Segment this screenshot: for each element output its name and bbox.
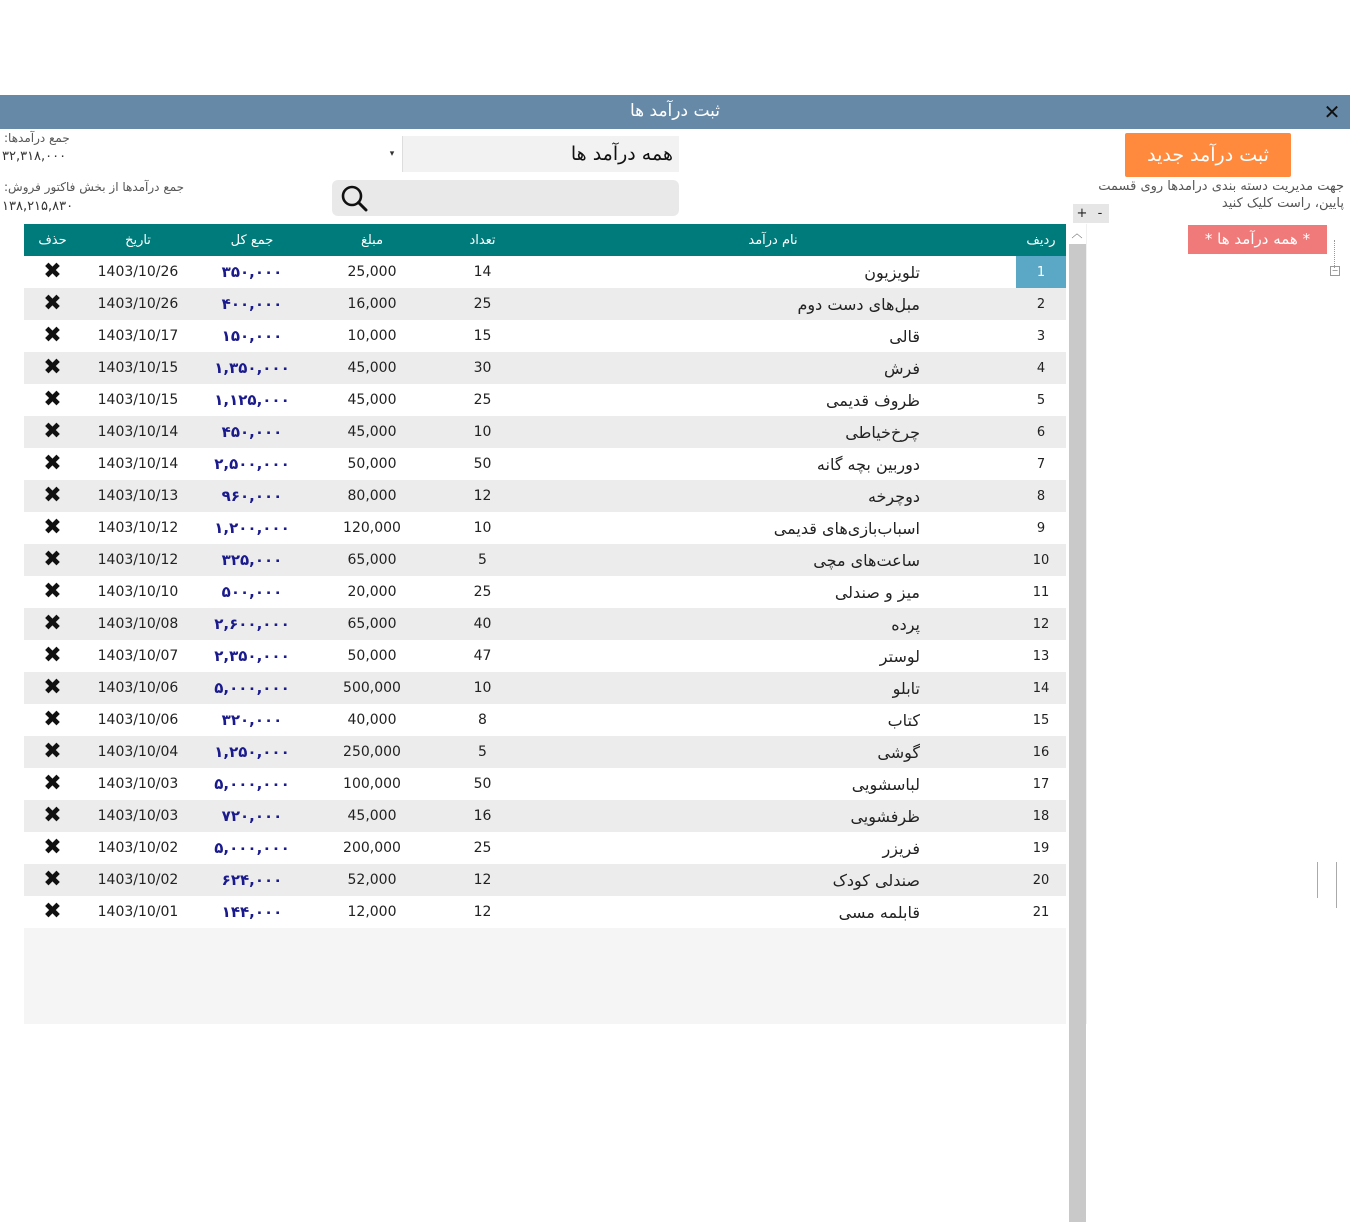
delete-icon[interactable]: ✖ xyxy=(43,835,62,860)
cell-price[interactable]: 500,000 xyxy=(343,680,401,696)
cell-price[interactable]: 65,000 xyxy=(347,616,397,632)
table-row[interactable] xyxy=(24,416,1066,448)
cell-total[interactable]: ۳۲۰,۰۰۰ xyxy=(221,711,283,729)
cell-row[interactable]: 2 xyxy=(1036,296,1046,312)
cell-date[interactable]: 1403/10/01 xyxy=(97,904,179,920)
cell-qty[interactable]: 8 xyxy=(478,712,487,728)
table-row[interactable] xyxy=(24,352,1066,384)
cell-name[interactable]: کتاب xyxy=(887,710,920,730)
cell-date[interactable]: 1403/10/08 xyxy=(97,616,179,632)
table-row[interactable] xyxy=(24,704,1066,736)
cell-name[interactable]: قالی xyxy=(889,326,920,346)
delete-icon[interactable]: ✖ xyxy=(43,899,62,924)
cell-row[interactable]: 5 xyxy=(1036,392,1046,408)
cell-row[interactable]: 1 xyxy=(1016,256,1066,288)
cell-price[interactable]: 40,000 xyxy=(347,712,397,728)
category-hint-text: جهت مدیریت دسته بندی درامدها روی قسمت پایین، راست کلیک کنید xyxy=(1098,179,1344,211)
col-header-name[interactable]: نام درآمد xyxy=(748,232,798,248)
cell-name[interactable]: اسباب‌بازی‌های قدیمی xyxy=(773,518,920,538)
table-row[interactable] xyxy=(24,608,1066,640)
delete-cell xyxy=(24,416,81,448)
cell-price[interactable]: 200,000 xyxy=(343,840,401,856)
cell-price[interactable]: 80,000 xyxy=(347,488,397,504)
cell-date[interactable]: 1403/10/06 xyxy=(97,680,179,696)
cell-date[interactable]: 1403/10/02 xyxy=(97,840,179,856)
cell-row[interactable]: 9 xyxy=(1036,520,1046,536)
close-icon[interactable]: ✕ xyxy=(1323,100,1341,124)
cell-name[interactable]: چرخ‌خیاطی xyxy=(845,422,920,442)
cell-total[interactable]: ۱,۲۵۰,۰۰۰ xyxy=(214,743,290,761)
cell-row[interactable]: 16 xyxy=(1032,744,1050,760)
delete-icon[interactable]: ✖ xyxy=(43,259,62,284)
total-income-label: جمع درآمدها: xyxy=(4,131,70,145)
category-filter-select[interactable] xyxy=(382,136,679,172)
delete-cell xyxy=(24,736,81,768)
delete-icon[interactable]: ✖ xyxy=(43,547,62,572)
cell-qty[interactable]: 10 xyxy=(473,520,492,536)
income-table xyxy=(24,224,1066,928)
grid-vertical-scrollbar[interactable] xyxy=(1068,224,1086,1024)
table-row[interactable] xyxy=(24,544,1066,576)
cell-date[interactable]: 1403/10/12 xyxy=(97,552,179,568)
cell-date[interactable]: 1403/10/07 xyxy=(97,648,179,664)
delete-icon[interactable]: ✖ xyxy=(43,387,62,412)
table-row[interactable] xyxy=(24,480,1066,512)
delete-icon[interactable]: ✖ xyxy=(43,323,62,348)
cell-qty[interactable]: 50 xyxy=(473,776,492,792)
cell-total[interactable]: ۱۵۰,۰۰۰ xyxy=(221,327,283,345)
delete-icon[interactable]: ✖ xyxy=(43,451,62,476)
delete-cell xyxy=(24,256,81,288)
divider-line xyxy=(1317,862,1319,898)
cell-row[interactable]: 3 xyxy=(1036,328,1046,344)
cell-date[interactable]: 1403/10/04 xyxy=(97,744,179,760)
cell-qty[interactable]: 50 xyxy=(473,456,492,472)
cell-price[interactable]: 45,000 xyxy=(347,360,397,376)
cell-price[interactable]: 16,000 xyxy=(347,296,397,312)
cell-total[interactable]: ۵,۰۰۰,۰۰۰ xyxy=(214,775,290,793)
cell-row[interactable]: 7 xyxy=(1036,456,1046,472)
delete-icon[interactable]: ✖ xyxy=(43,579,62,604)
cell-price[interactable]: 250,000 xyxy=(343,744,401,760)
cell-row[interactable]: 4 xyxy=(1036,360,1046,376)
cell-name[interactable]: ظرفشویی xyxy=(850,806,920,826)
table-row[interactable] xyxy=(24,672,1066,704)
cell-qty[interactable]: 47 xyxy=(473,648,492,664)
cell-date[interactable]: 1403/10/14 xyxy=(97,456,179,472)
cell-name[interactable]: لباسشویی xyxy=(851,774,920,794)
delete-icon[interactable]: ✖ xyxy=(43,419,62,444)
cell-total[interactable]: ۲,۵۰۰,۰۰۰ xyxy=(214,455,290,473)
cell-name[interactable]: ظروف قدیمی xyxy=(825,390,920,410)
cell-name[interactable]: گوشی xyxy=(877,742,920,762)
cell-date[interactable]: 1403/10/26 xyxy=(97,296,179,312)
invoice-income-label: جمع درآمدها از بخش فاکتور فروش: xyxy=(4,180,185,194)
delete-icon[interactable]: ✖ xyxy=(43,643,62,668)
window-title: ثبت درآمد ها xyxy=(629,101,721,121)
cell-row[interactable]: 6 xyxy=(1036,424,1046,440)
table-row[interactable] xyxy=(24,864,1066,896)
delete-cell xyxy=(24,544,81,576)
delete-icon[interactable]: ✖ xyxy=(43,483,62,508)
cell-total[interactable]: ۵,۰۰۰,۰۰۰ xyxy=(214,679,290,697)
cell-total[interactable]: ۱,۳۵۰,۰۰۰ xyxy=(214,359,290,377)
table-row[interactable] xyxy=(24,640,1066,672)
cell-price[interactable]: 65,000 xyxy=(347,552,397,568)
cell-price[interactable]: 52,000 xyxy=(347,872,397,888)
cell-qty[interactable]: 30 xyxy=(473,360,492,376)
panel-divider xyxy=(1086,224,1087,1024)
col-header-row[interactable]: ردیف xyxy=(1026,232,1056,248)
delete-icon[interactable]: ✖ xyxy=(43,515,62,540)
cell-name[interactable]: فریزر xyxy=(882,838,920,858)
cell-date[interactable]: 1403/10/03 xyxy=(97,808,179,824)
table-row[interactable] xyxy=(24,384,1066,416)
table-row[interactable] xyxy=(24,768,1066,800)
cell-total[interactable]: ۵,۰۰۰,۰۰۰ xyxy=(214,839,290,857)
delete-icon[interactable]: ✖ xyxy=(43,675,62,700)
delete-cell xyxy=(24,576,81,608)
delete-icon[interactable]: ✖ xyxy=(43,707,62,732)
scrollbar-thumb[interactable] xyxy=(1069,244,1086,1222)
delete-icon[interactable]: ✖ xyxy=(43,611,62,636)
tree-connector-line xyxy=(1334,240,1336,268)
cell-name[interactable]: پرده xyxy=(891,614,920,634)
delete-icon[interactable]: ✖ xyxy=(43,739,62,764)
cell-qty[interactable]: 15 xyxy=(473,328,492,344)
cell-row[interactable]: 12 xyxy=(1032,616,1050,632)
cell-price[interactable]: 45,000 xyxy=(347,424,397,440)
cell-date[interactable]: 1403/10/12 xyxy=(97,520,179,536)
table-row[interactable] xyxy=(24,320,1066,352)
tree-root-all-incomes[interactable]: * همه درآمد ها * xyxy=(1188,225,1327,254)
cell-date[interactable]: 1403/10/17 xyxy=(97,328,179,344)
delete-cell xyxy=(24,480,81,512)
invoice-income-value: ۱۳۸,۲۱۵,۸۳۰ xyxy=(2,199,74,214)
cell-name[interactable]: لوستر xyxy=(879,646,920,666)
delete-cell xyxy=(24,704,81,736)
search-box[interactable] xyxy=(332,180,679,216)
delete-cell xyxy=(24,320,81,352)
cell-date[interactable]: 1403/10/15 xyxy=(97,392,179,408)
scroll-up-icon[interactable]: ︿ xyxy=(1071,227,1083,240)
tree-collapse-icon[interactable]: − xyxy=(1331,266,1339,275)
delete-cell xyxy=(24,384,81,416)
total-income-value: ۳۲,۳۱۸,۰۰۰ xyxy=(2,149,67,164)
col-header-date[interactable]: تاریخ xyxy=(125,232,151,248)
cell-date[interactable]: 1403/10/02 xyxy=(97,872,179,888)
cell-name[interactable]: تابلو xyxy=(892,678,920,698)
col-header-qty[interactable]: تعداد xyxy=(469,232,496,248)
cell-row[interactable]: 13 xyxy=(1032,648,1050,664)
table-row[interactable] xyxy=(24,448,1066,480)
cell-qty[interactable]: 10 xyxy=(473,680,492,696)
cell-price[interactable]: 10,000 xyxy=(347,328,397,344)
delete-cell xyxy=(24,896,81,928)
cell-row[interactable]: 19 xyxy=(1032,840,1050,856)
cell-qty[interactable]: 12 xyxy=(473,488,492,504)
cell-row[interactable]: 20 xyxy=(1032,872,1050,888)
cell-row[interactable]: 15 xyxy=(1032,712,1050,728)
table-row[interactable] xyxy=(24,256,1066,288)
cell-row[interactable]: 14 xyxy=(1032,680,1050,696)
cell-date[interactable]: 1403/10/14 xyxy=(97,424,179,440)
cell-price[interactable]: 50,000 xyxy=(347,456,397,472)
cell-qty[interactable]: 40 xyxy=(473,616,492,632)
delete-cell xyxy=(24,832,81,864)
tree-expand-collapse xyxy=(1073,204,1109,223)
new-income-button[interactable]: ثبت درآمد جدید xyxy=(1125,133,1291,177)
cell-total[interactable]: ۱,۱۲۵,۰۰۰ xyxy=(214,391,290,409)
cell-name[interactable]: مبل‌های دست دوم xyxy=(797,294,920,314)
delete-icon[interactable]: ✖ xyxy=(43,771,62,796)
income-grid xyxy=(24,224,1066,1024)
delete-cell xyxy=(24,608,81,640)
delete-cell xyxy=(24,512,81,544)
delete-icon[interactable]: ✖ xyxy=(43,291,62,316)
cell-price[interactable]: 12,000 xyxy=(347,904,397,920)
expand-all-button[interactable]: + xyxy=(1076,206,1088,221)
cell-total[interactable]: ۶۲۴,۰۰۰ xyxy=(221,871,283,889)
delete-icon[interactable]: ✖ xyxy=(43,867,62,892)
cell-name[interactable]: فرش xyxy=(883,358,920,378)
delete-cell xyxy=(24,800,81,832)
cell-total[interactable]: ۴۵۰,۰۰۰ xyxy=(221,423,283,441)
delete-icon[interactable]: ✖ xyxy=(43,803,62,828)
cell-price[interactable]: 45,000 xyxy=(347,808,397,824)
table-row[interactable] xyxy=(24,736,1066,768)
cell-total[interactable]: ۲,۳۵۰,۰۰۰ xyxy=(214,647,290,665)
delete-icon[interactable]: ✖ xyxy=(43,355,62,380)
col-header-delete[interactable]: حذف xyxy=(38,232,67,248)
cell-name[interactable]: صندلی کودک xyxy=(832,870,920,890)
delete-cell xyxy=(24,768,81,800)
cell-qty[interactable]: 16 xyxy=(473,808,492,824)
cell-name[interactable]: ساعت‌های مچی xyxy=(813,550,920,570)
cell-total[interactable]: ۵۰۰,۰۰۰ xyxy=(221,583,283,601)
cell-qty[interactable]: 25 xyxy=(473,584,492,600)
delete-cell xyxy=(24,864,81,896)
window-titlebar xyxy=(0,95,1350,129)
cell-total[interactable]: ۴۰۰,۰۰۰ xyxy=(221,295,283,313)
search-icon[interactable] xyxy=(340,184,368,212)
cell-total[interactable]: ۲,۶۰۰,۰۰۰ xyxy=(214,615,290,633)
table-row[interactable] xyxy=(24,288,1066,320)
cell-qty[interactable]: 25 xyxy=(473,296,492,312)
cell-qty[interactable]: 14 xyxy=(473,264,492,280)
cell-total[interactable]: ۳۲۵,۰۰۰ xyxy=(221,551,283,569)
table-row[interactable] xyxy=(24,800,1066,832)
col-header-total[interactable]: جمع کل xyxy=(230,232,274,248)
table-row[interactable] xyxy=(24,896,1066,928)
cell-row[interactable]: 8 xyxy=(1036,488,1046,504)
cell-name[interactable]: دوچرخه xyxy=(867,486,920,506)
cell-total[interactable]: ۹۶۰,۰۰۰ xyxy=(221,487,283,505)
cell-date[interactable]: 1403/10/03 xyxy=(97,776,179,792)
collapse-all-button[interactable]: - xyxy=(1097,206,1103,221)
cell-name[interactable]: دوربین بچه گانه xyxy=(816,454,920,474)
cell-price[interactable]: 100,000 xyxy=(343,776,401,792)
dropdown-arrow-icon[interactable]: ▾ xyxy=(382,136,403,172)
cell-date[interactable]: 1403/10/15 xyxy=(97,360,179,376)
cell-total[interactable]: ۱,۲۰۰,۰۰۰ xyxy=(214,519,290,537)
divider-line xyxy=(1336,862,1338,908)
cell-row[interactable]: 11 xyxy=(1032,584,1050,600)
cell-date[interactable]: 1403/10/13 xyxy=(97,488,179,504)
category-filter-value: همه درآمد ها xyxy=(570,143,673,165)
cell-qty[interactable]: 25 xyxy=(473,392,492,408)
cell-name[interactable]: قابلمه مسی xyxy=(838,902,920,922)
cell-total[interactable]: ۳۵۰,۰۰۰ xyxy=(221,263,283,281)
cell-date[interactable]: 1403/10/26 xyxy=(97,264,179,280)
cell-qty[interactable]: 12 xyxy=(473,872,492,888)
col-header-price[interactable]: مبلغ xyxy=(360,232,384,248)
delete-cell xyxy=(24,672,81,704)
cell-price[interactable]: 25,000 xyxy=(347,264,397,280)
table-header-row xyxy=(24,224,1066,256)
cell-name[interactable]: تلویزیون xyxy=(864,262,920,282)
table-row[interactable] xyxy=(24,576,1066,608)
cell-price[interactable]: 45,000 xyxy=(347,392,397,408)
cell-row[interactable]: 21 xyxy=(1032,904,1050,920)
cell-total[interactable]: ۱۴۴,۰۰۰ xyxy=(221,903,283,921)
delete-cell xyxy=(24,288,81,320)
cell-row[interactable]: 17 xyxy=(1032,776,1050,792)
cell-qty[interactable]: 25 xyxy=(473,840,492,856)
cell-date[interactable]: 1403/10/06 xyxy=(97,712,179,728)
cell-date[interactable]: 1403/10/10 xyxy=(97,584,179,600)
cell-row[interactable]: 10 xyxy=(1032,552,1050,568)
cell-total[interactable]: ۷۲۰,۰۰۰ xyxy=(221,807,283,825)
table-row[interactable] xyxy=(24,832,1066,864)
delete-cell xyxy=(24,640,81,672)
cell-row[interactable]: 18 xyxy=(1032,808,1050,824)
cell-price[interactable]: 50,000 xyxy=(347,648,397,664)
search-input[interactable] xyxy=(380,182,676,216)
cell-price[interactable]: 20,000 xyxy=(347,584,397,600)
cell-qty[interactable]: 5 xyxy=(478,552,487,568)
cell-price[interactable]: 120,000 xyxy=(343,520,401,536)
cell-qty[interactable]: 10 xyxy=(473,424,492,440)
cell-name[interactable]: میز و صندلی xyxy=(834,582,920,602)
delete-cell xyxy=(24,448,81,480)
cell-qty[interactable]: 12 xyxy=(473,904,492,920)
table-row[interactable] xyxy=(24,512,1066,544)
delete-cell xyxy=(24,352,81,384)
cell-qty[interactable]: 5 xyxy=(478,744,487,760)
